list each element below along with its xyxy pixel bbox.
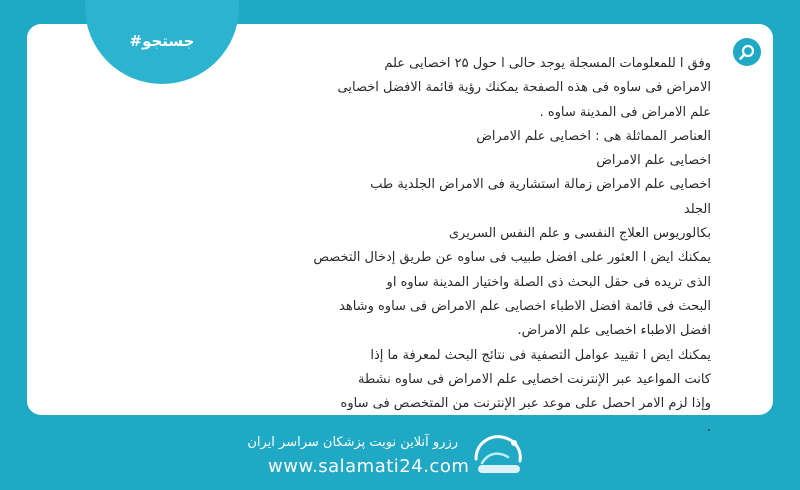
content-line: وإذا لزم الامر احصل علی موعد عبر الإنترنت من المتخصص فی ساوه [340, 396, 711, 412]
hashtag-label[interactable]: #جستجو [129, 32, 195, 50]
content-line: الجلد [683, 201, 711, 217]
content-line: اخصایی علم الامراض زمالة استشارية فی الامراض الجلدية طب [370, 177, 711, 193]
content-line: . [706, 420, 711, 436]
content-line: علم الامراض فی المدينة ساوه . [539, 104, 711, 120]
search-button[interactable] [733, 38, 761, 66]
content-line: يمكنك ايض ا العثور علی افضل طبيب فی ساوه عن طريق إدخال التخصص [313, 250, 711, 266]
content-line: يمكنك ايض ا تقييد عوامل التصفية فی نتائج البحث لمعرفة ما إذا [370, 347, 711, 363]
content-line: افضل الاطباء اخصایی علم الامراض. [517, 323, 711, 339]
search-icon [739, 44, 755, 60]
content-line: كانت المواعيد عبر الإنترنت اخصایی علم الامراض فی ساوه نشطة [358, 371, 711, 387]
content-line: الذی تريده فی حقل البحث ذی الصلة واختيار المدينة ساوه او [386, 274, 711, 290]
content-line: بكالوريوس العلاج النفسی و علم النفس السريری [448, 226, 711, 242]
footer-tagline: رزرو آنلاین نوبت پزشکان سراسر ایران [247, 435, 458, 450]
content-line: العناصر المماثلة هی : اخصایی علم الامراض [476, 128, 711, 144]
content-line: اخصایی علم الامراض [596, 153, 711, 169]
content-line: وفق ا للمعلومات المسجلة يوجد حالی ا حول ۲۵ اخصایی علم [384, 56, 711, 71]
content-line: البحث فی قائمة افضل الاطباء اخصایی علم الامراض فی ساوه وشاهد [339, 298, 711, 314]
site-url-link[interactable]: www.salamati24.com [268, 456, 470, 477]
salamati-logo-icon [468, 429, 530, 481]
footer [0, 415, 800, 490]
content-card [27, 24, 773, 436]
content-line: الامراض فی ساوه فی هذه الصفحة يمكنك رؤية قائمة الافضل اخصایی [337, 80, 711, 96]
description-text [191, 52, 711, 441]
